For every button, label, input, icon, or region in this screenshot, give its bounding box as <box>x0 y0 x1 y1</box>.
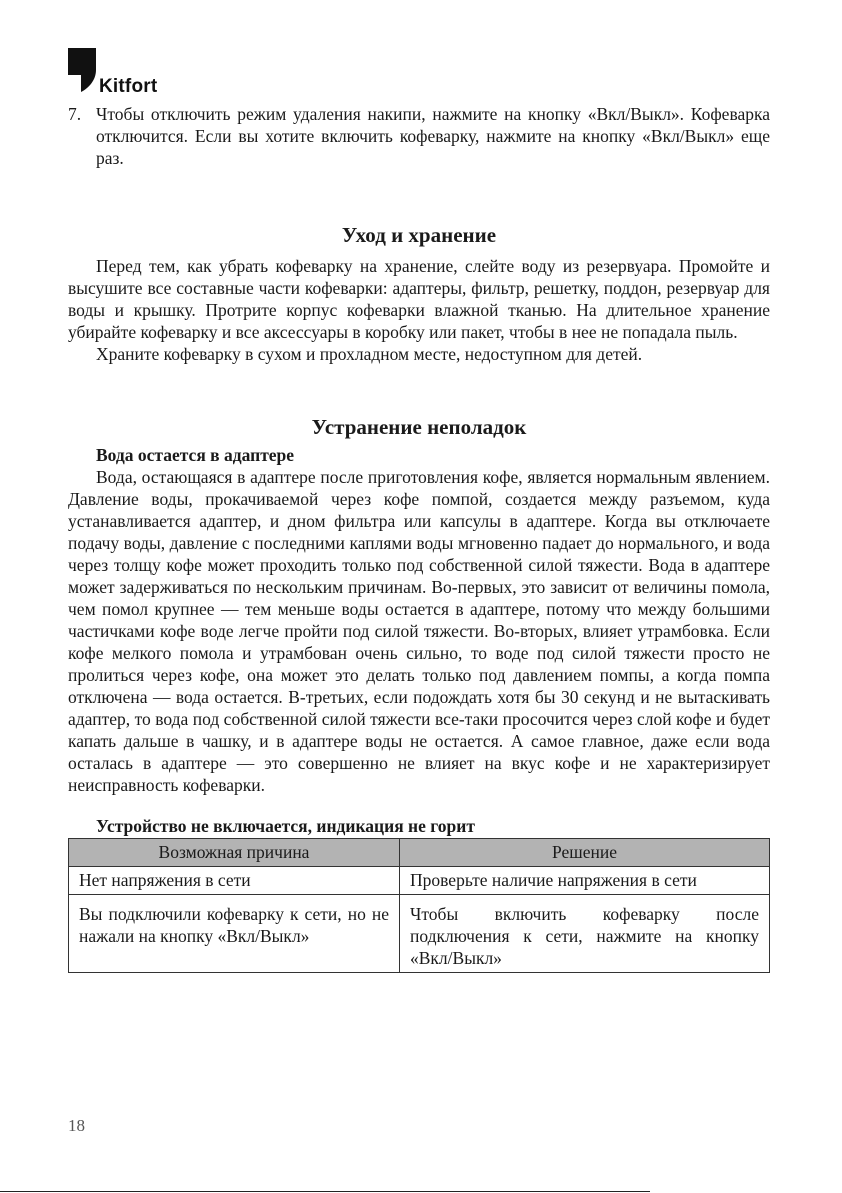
table-cell-solution: Проверьте наличие напряжения в сети <box>400 867 770 895</box>
troubleshooting-table <box>68 838 770 973</box>
table-cell-solution: Чтобы включить кофеварку после подключения к сети, нажмите на кнопку «Вкл/Выкл» <box>400 895 770 973</box>
table-header-cause: Возможная причина <box>69 839 400 867</box>
water-in-adapter-heading: Вода остается в адаптере <box>96 445 295 465</box>
page-number: 18 <box>68 1116 85 1135</box>
step-number: 7. <box>68 104 82 124</box>
table-header-row <box>69 839 770 867</box>
table-cell-cause: Вы подключили кофеварку к сети, но не нажали на кнопку «Вкл/Выкл» <box>69 895 400 973</box>
care-heading: Уход и хранение <box>341 223 497 247</box>
page-content <box>68 103 770 973</box>
table-row <box>69 867 770 895</box>
care-paragraph-1: Перед тем, как убрать кофеварку на хранение, слейте воду из резервуара. Промойте и высушите все составные части кофеварки: адаптеры, фильтр, решетку, поддон, резервуар для воды и крышку. Протрите корпус кофеварки влажной тканью. На длительное хранение убирайте кофеварку и все аксессуары в коробку или пакет, чтобы в нее не попадала пыль. <box>68 256 770 342</box>
brand-name: Kitfort <box>99 76 158 97</box>
step-7 <box>68 103 770 169</box>
no-power-heading: Устройство не включается, индикация не горит <box>96 816 475 836</box>
table-cell-cause: Нет напряжения в сети <box>69 867 400 895</box>
care-paragraph-2: Храните кофеварку в сухом и прохладном месте, недоступном для детей. <box>96 344 643 364</box>
table-header-solution: Решение <box>400 839 770 867</box>
water-in-adapter-text: Вода, остающаяся в адаптере после приготовления кофе, является нормальным явлением. Давление воды, прокачиваемой через кофе помпой, создается между разъемом, куда устанавливается адаптер, и дном фильтра или капсулы в адаптере. Когда вы отключаете подачу воды, давление с последними каплями воды мгновенно падает до нормального, и вода через толщу кофе может проходить только под собственной силой тяжести. Вода в адаптере может задерживаться по нескольким причинам. Во-первых, это зависит от величины помола, чем помол крупнее — тем меньше воды остается в адаптере, потому что между большими частичками кофе воде легче пройти под силой тяжести. Во-вторых, влияет утрамбовка. Если кофе мелкого помола и утрамбован очень сильно, то воде под силой тяжести просто не пролиться через кофе, она может это делать только под давлением помпы, а когда помпа отключена — вода остается. В-третьих, если подождать хотя бы 30 секунд и не вытаскивать адаптер, то вода под собственной силой тяжести все-таки просочится через слой кофе и будет капать дальше в чашку, и в адаптере воды не остается. А самое главное, даже если вода осталась в адаптере — это совершенно не влияет на вкус кофе и не характеризирует неисправность кофеварки. <box>68 467 770 795</box>
kitfort-logo-icon <box>68 48 96 92</box>
table-row <box>69 895 770 973</box>
bottom-divider <box>0 1191 650 1192</box>
troubleshooting-heading: Устранение неполадок <box>311 415 527 439</box>
step-text: Чтобы отключить режим удаления накипи, нажмите на кнопку «Вкл/Выкл». Кофеварка отключится. Если вы хотите включить кофеварку, нажмите на кнопку «Вкл/Выкл» еще раз. <box>96 104 770 168</box>
